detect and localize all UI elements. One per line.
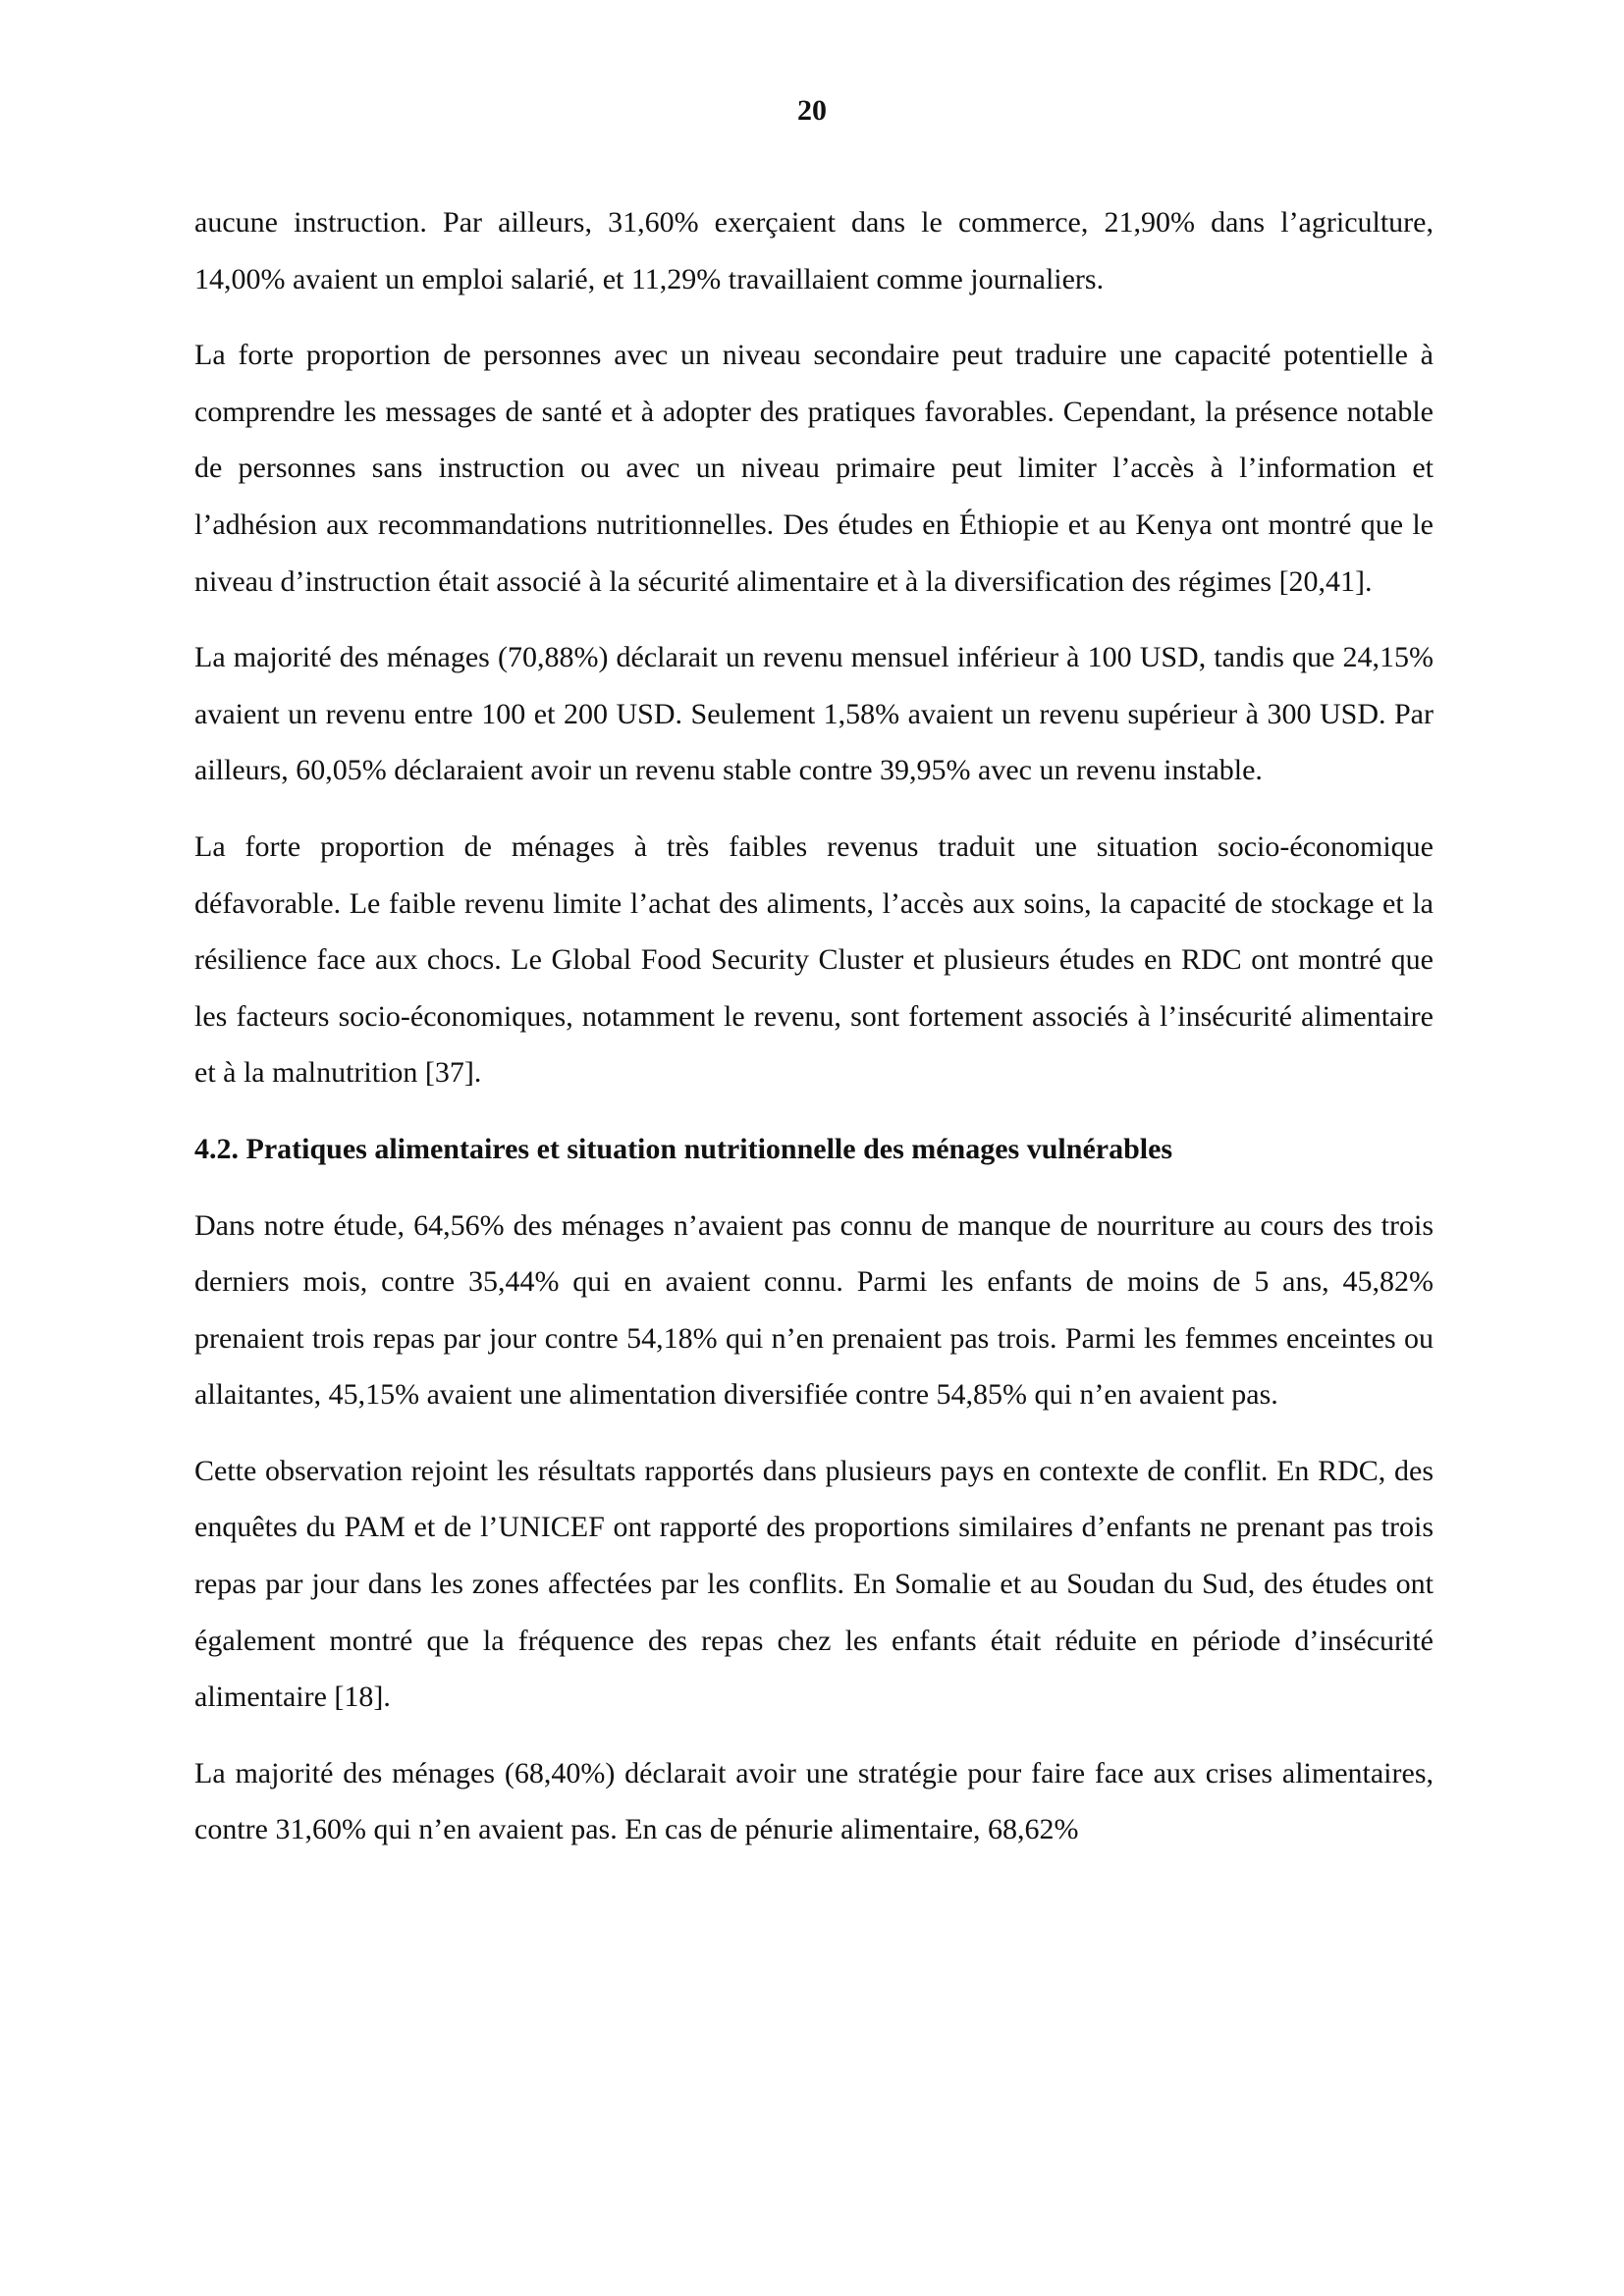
page-body — [194, 194, 1434, 1878]
section-heading-4-2: 4.2. Pratiques alimentaires et situation nutritionnelle des ménages vulnérables — [194, 1132, 1173, 1165]
paragraph-income-results: La majorité des ménages (70,88%) déclarait un revenu mensuel inférieur à 100 USD, tandis que 24,15% avaient un revenu entre 100 et 200 USD. Seulement 1,58% avaient un revenu supérieur à 300 USD. Par ailleurs, 60,05% déclaraient avoir un revenu stable contre 39,95% avec un revenu instable. — [194, 641, 1434, 787]
paragraph-coping-strategies: La majorité des ménages (68,40%) déclarait avoir une stratégie pour faire face aux crises alimentaires, contre 31,60% qui n’en avaient pas. En cas de pénurie alimentaire, 68,62% — [194, 1756, 1434, 1846]
page-number: 20 — [797, 94, 827, 127]
paragraph-education-occupation: aucune instruction. Par ailleurs, 31,60% exerçaient dans le commerce, 21,90% dans l’agriculture, 14,00% avaient un emploi salarié, et 11,29% travaillaient comme journaliers. — [194, 206, 1434, 295]
paragraph-food-practices-results: Dans notre étude, 64,56% des ménages n’avaient pas connu de manque de nourriture au cours des trois derniers mois, contre 35,44% qui en avaient connu. Parmi les enfants de moins de 5 ans, 45,82% prenaient trois repas par jour contre 54,18% qui n’en prenaient pas trois. Parmi les femmes enceintes ou allaitantes, 45,15% avaient une alimentation diversifiée contre 54,85% qui n’en avaient pas. — [194, 1208, 1434, 1412]
paragraph-income-discussion: La forte proportion de ménages à très faibles revenus traduit une situation socio-économique défavorable. Le faible revenu limite l’achat des aliments, l’accès aux soins, la capacité de stockage et la résilience face aux chocs. Le Global Food Security Cluster et plusieurs études en RDC ont montré que les facteurs socio-économiques, notamment le revenu, sont fortement associés à l’insécurité alimentaire et à la malnutrition [37]. — [194, 829, 1434, 1090]
paragraph-conflict-context-discussion: Cette observation rejoint les résultats rapportés dans plusieurs pays en contexte de conflit. En RDC, des enquêtes du PAM et de l’UNICEF ont rapporté des proportions similaires d’enfants ne prenant pas trois repas par jour dans les zones affectées par les conflits. En Somalie et au Soudan du Sud, des études ont également montré que la fréquence des repas chez les enfants était réduite en période d’insécurité alimentaire [18]. — [194, 1454, 1434, 1714]
paragraph-education-discussion: La forte proportion de personnes avec un niveau secondaire peut traduire une capacité potentielle à comprendre les messages de santé et à adopter des pratiques favorables. Cependant, la présence notable de personnes sans instruction ou avec un niveau primaire peut limiter l’accès à l’information et l’adhésion aux recommandations nutritionnelles. Des études en Éthiopie et au Kenya ont montré que le niveau d’instruction était associé à la sécurité alimentaire et à la diversification des régimes [20,41]. — [194, 339, 1434, 598]
